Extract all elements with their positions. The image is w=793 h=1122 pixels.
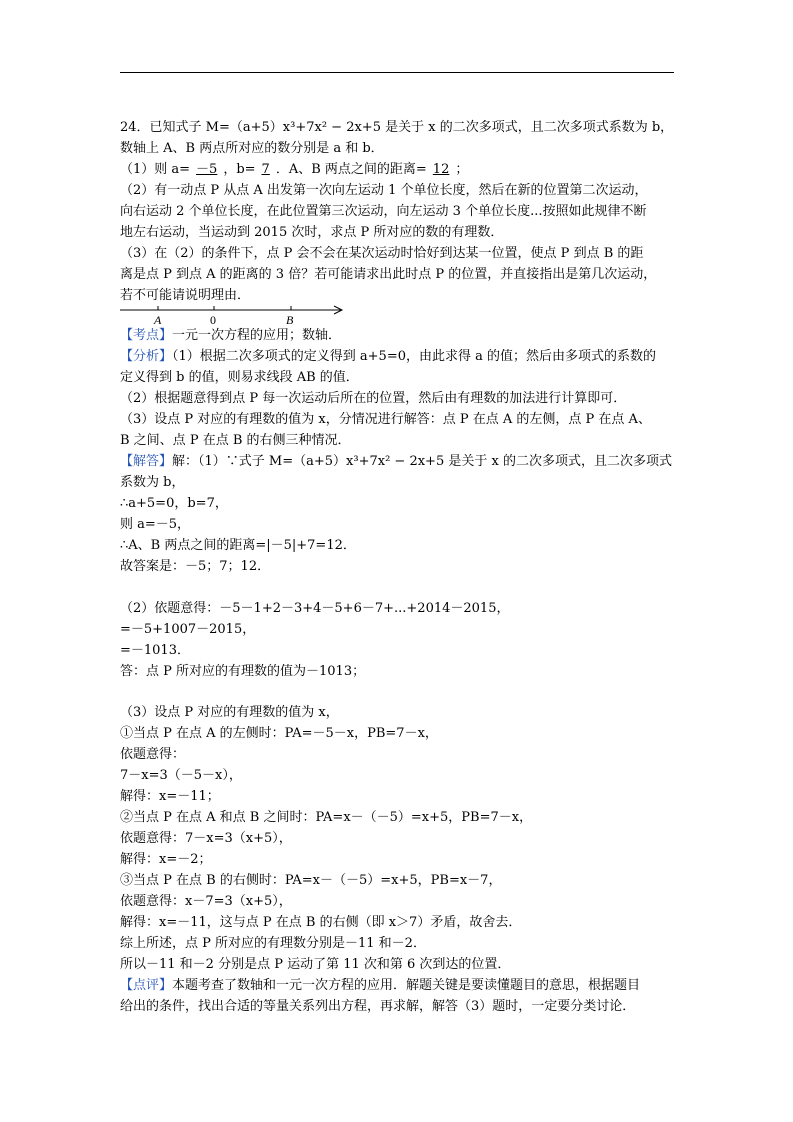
jieda-tag: 【解答】: [120, 454, 173, 469]
question-2-line: （2）有一动点 P 从点 A 出发第一次向左运动 1 个单位长度，然后在新的位置第二次运动，: [120, 183, 648, 198]
solution-line: 依题意得：7－x=3（x+5），: [120, 831, 292, 846]
solution-line: 解得：x=－11；: [120, 789, 220, 804]
dianping-text: 本题考查了数轴和一元一次方程的应用．解题关键是要读懂题目的意思，根据题目: [172, 978, 641, 993]
question-3-line: 若不可能请说明理由．: [120, 288, 251, 303]
label-0: 0: [210, 313, 216, 326]
answer-blank-c: 12: [432, 162, 450, 177]
question-3-line: 离是点 P 到点 A 的距离的 3 倍？若可能请求出此时点 P 的位置，并直接指出是第几次运动，: [120, 267, 657, 282]
kaodian-tag: 【考点】: [120, 328, 173, 343]
solution-line: 解得：x=－2；: [120, 852, 212, 867]
q1-text: ．A、B 两点之间的距离=: [275, 162, 427, 177]
solution-line: ③当点 P 在点 B 的右侧时：PA=x－（－5）=x+5，PB=x－7，: [120, 873, 502, 888]
jieda-text: 解：（1）∵式子 M=（a+5）x³+7x² − 2x+5 是关于 x 的二次多项式，且二次多项式: [172, 454, 672, 469]
fenxi-line: B 之间、点 P 在点 B 的右侧三种情况．: [120, 433, 351, 448]
kaodian-section: [120, 326, 341, 346]
solution-line: 则 a=－5，: [120, 517, 191, 532]
solution-line: 综上所述，点 P 所对应的有理数分别是－11 和－2．: [120, 936, 426, 951]
q1-text: ，b=: [223, 162, 256, 177]
number-line-figure: [120, 300, 350, 326]
problem-line: 24．已知式子 M=（a+5）x³+7x² − 2x+5 是关于 x 的二次多项式，且二次多项式系数为 b，: [120, 120, 674, 135]
solution-line: 依题意得：: [120, 747, 186, 762]
label-a: A: [154, 313, 162, 326]
solution-line: 答：点 P 所对应的有理数的值为－1013；: [120, 664, 366, 679]
q1-text: （1）则 a=: [120, 162, 191, 177]
question-2-line: 地左右运动，当运动到 2015 次时，求点 P 所对应的数的有理数．: [120, 225, 504, 240]
fenxi-text: （1）根据二次多项式的定义得到 a+5=0，由此求得 a 的值；然后由多项式的系数的: [172, 349, 657, 364]
fenxi-line: （3）设点 P 对应的有理数的值为 x，分情况进行解答：点 P 在点 A 的左侧，点 P 在点 A、: [120, 412, 651, 427]
label-b: B: [286, 313, 294, 326]
solution-line: （2）依题意得：－5－1+2－3+4－5+6－7+...+2014－2015，: [120, 601, 510, 616]
solution-line: ∴a+5=0，b=7，: [120, 496, 228, 511]
solution-line: 故答案是：－5；7；12．: [120, 559, 271, 574]
header-rule: [120, 72, 674, 73]
solution-line: 7－x=3（－5－x），: [120, 768, 242, 783]
solution-line: ①当点 P 在点 A 的左侧时：PA=－5－x，PB=7－x，: [120, 726, 438, 741]
question-1: [120, 160, 468, 180]
fenxi-tag: 【分析】: [120, 349, 173, 364]
solution-line: ∴A、B 两点之间的距离=|－5|+7=12．: [120, 538, 356, 553]
solution-line: =－1013．: [120, 643, 190, 658]
question-3-line: （3）在（2）的条件下，点 P 会不会在某次运动时恰好到达某一位置，使点 P 到点 B 的距: [120, 246, 644, 261]
answer-blank-b: 7: [261, 162, 270, 177]
fenxi-section: [120, 347, 656, 367]
solution-line: 依题意得：x－7=3（x+5），: [120, 894, 292, 909]
solution-line: 系数为 b，: [120, 475, 185, 490]
fenxi-line: （2）根据题意得到点 P 每一次运动后所在的位置，然后由有理数的加法进行计算即可．: [120, 391, 627, 406]
problem-line: 数轴上 A、B 两点所对应的数分别是 a 和 b．: [120, 141, 384, 156]
answer-blank-a: －5: [196, 162, 218, 177]
solution-line: =－5+1007－2015，: [120, 622, 256, 637]
fenxi-line: 定义得到 b 的值，则易求线段 AB 的值．: [120, 370, 359, 385]
solution-line: （3）设点 P 对应的有理数的值为 x，: [120, 705, 339, 720]
kaodian-text: 一元一次方程的应用；数轴．: [172, 328, 342, 343]
solution-line: 解得：x=－11，这与点 P 在点 B 的右侧（即 x＞7）矛盾，故舍去．: [120, 915, 522, 930]
q1-text: ；: [455, 162, 469, 177]
dianping-tag: 【点评】: [120, 978, 173, 993]
solution-line: ②当点 P 在点 A 和点 B 之间时：PA=x－（－5）=x+5，PB=7－x，: [120, 810, 533, 825]
jieda-section: [120, 452, 672, 472]
dianping-line: 给出的条件，找出合适的等量关系列出方程，再求解，解答（3）题时，一定要分类讨论．: [120, 999, 636, 1014]
solution-line: 所以－11 和－2 分别是点 P 运动了第 11 次和第 6 次到达的位置．: [120, 957, 511, 972]
dianping-section: [120, 976, 640, 996]
question-2-line: 向右运动 2 个单位长度，在此位置第三次运动，向左运动 3 个单位长度...按照如此规律不断: [120, 204, 647, 219]
